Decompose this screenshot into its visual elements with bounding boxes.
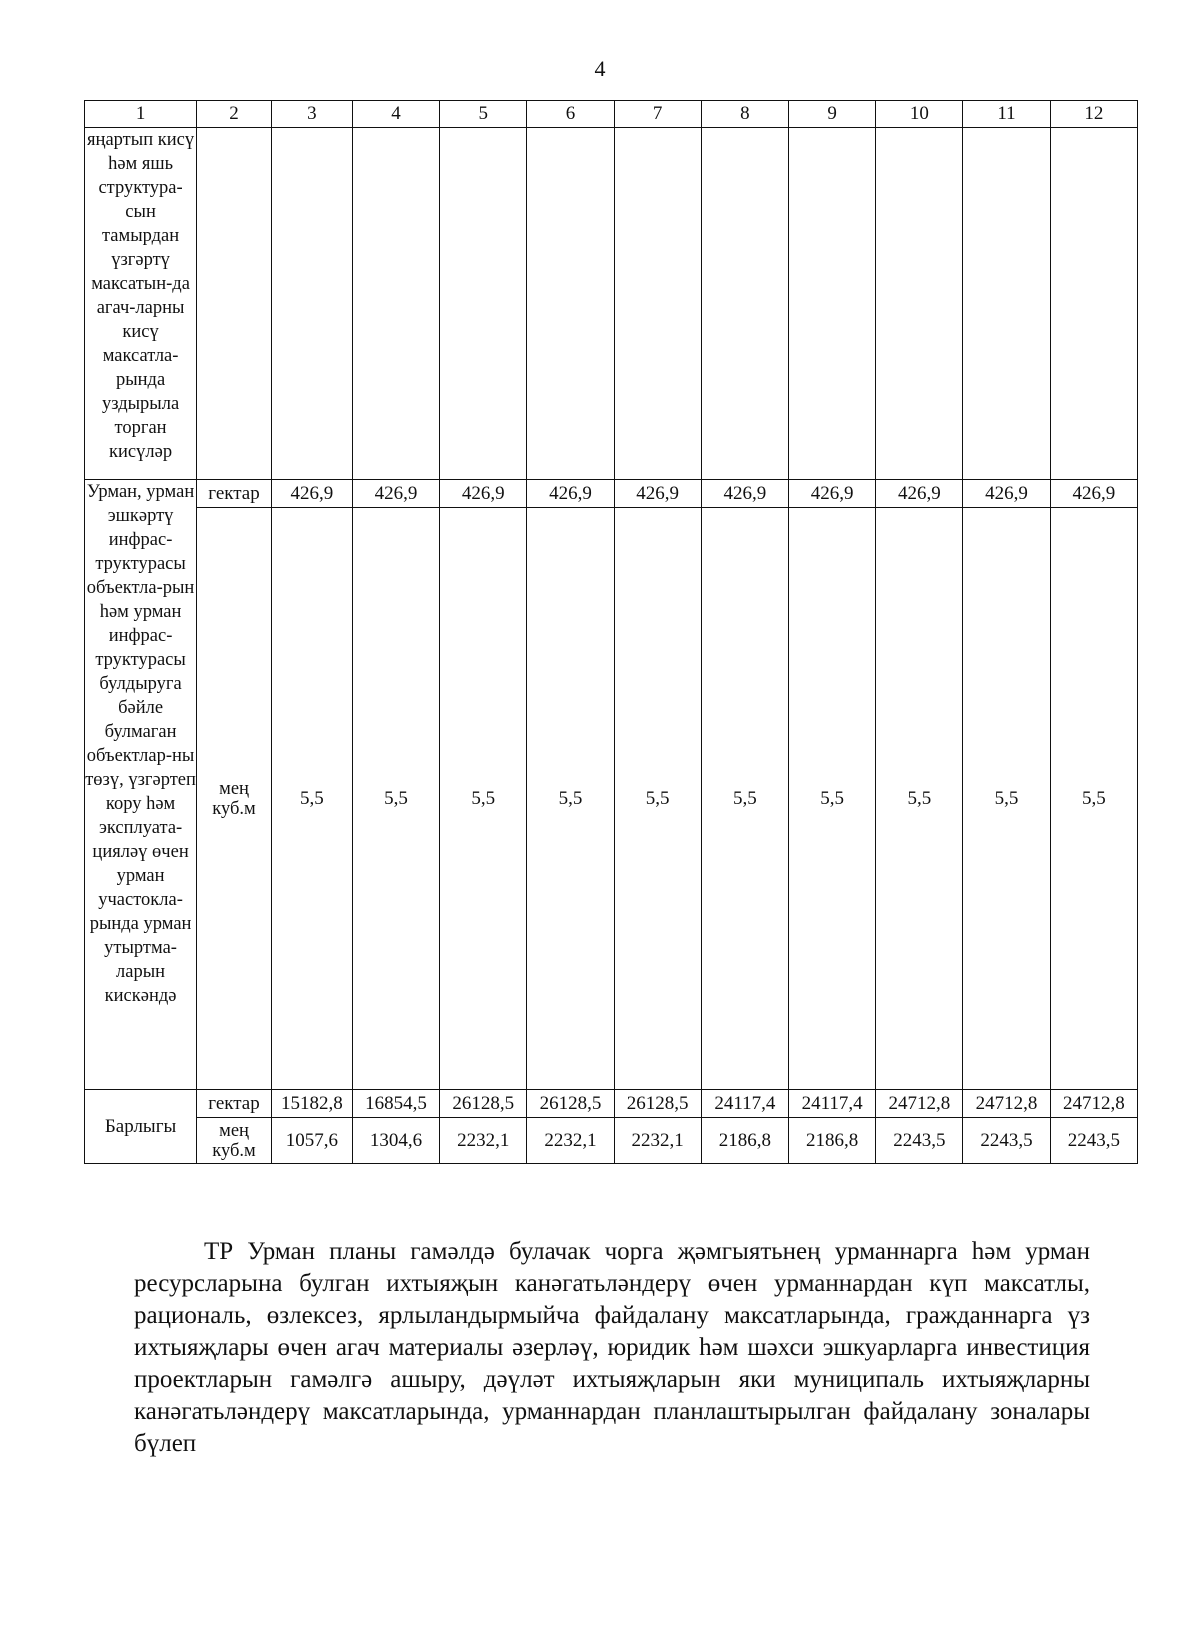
column-number: 8 bbox=[701, 101, 788, 128]
total-value-cell: 24712,8 bbox=[963, 1090, 1050, 1118]
total-value-cell: 26128,5 bbox=[440, 1090, 527, 1118]
value-cell: 426,9 bbox=[789, 480, 876, 508]
table-row bbox=[85, 480, 1138, 508]
column-number: 4 bbox=[352, 101, 439, 128]
total-value-cell: 15182,8 bbox=[271, 1090, 352, 1118]
value-cell: 426,9 bbox=[614, 480, 701, 508]
table-row bbox=[85, 1090, 1138, 1118]
value-cell: 5,5 bbox=[789, 508, 876, 1090]
column-number: 2 bbox=[197, 101, 272, 128]
total-value-cell: 2186,8 bbox=[701, 1118, 788, 1164]
column-number: 9 bbox=[789, 101, 876, 128]
total-label: Барлыгы bbox=[85, 1090, 197, 1164]
value-cell: 426,9 bbox=[963, 480, 1050, 508]
total-value-cell: 1057,6 bbox=[271, 1118, 352, 1164]
total-value-cell: 2232,1 bbox=[440, 1118, 527, 1164]
unit-cell: мең куб.м bbox=[197, 508, 272, 1090]
column-number: 6 bbox=[527, 101, 614, 128]
paragraph-text: ТР Урман планы гамәлдә булачак чорга җәмгыятьнең урманнарга һәм урман ресурсларына булган ихтыяҗын канәгатьләндерү өчен урманнардан күп максатлы, рациональ, өзлексез, ярлыландырмыйча файдалану максатларында, гражданнарга үз ихтыяҗлары өчен агач материалы әзерләү, юридик һәм шәхси эшкуарларга инвестиция проектларын гамәлгә ашыру, дәүләт ихтыяҗларын яки муниципаль ихтыяҗларны канәгатьләндерү максатларында, урманнардан планлаштырылган файдалану зоналары бүлеп bbox=[134, 1238, 1090, 1457]
total-value-cell: 24117,4 bbox=[701, 1090, 788, 1118]
value-cell: 426,9 bbox=[527, 480, 614, 508]
total-value-cell: 24712,8 bbox=[876, 1090, 963, 1118]
table-row bbox=[85, 128, 1138, 480]
value-cell: 426,9 bbox=[876, 480, 963, 508]
total-value-cell: 26128,5 bbox=[614, 1090, 701, 1118]
column-number: 7 bbox=[614, 101, 701, 128]
value-cell: 426,9 bbox=[352, 480, 439, 508]
row-label-continued: яңартып кисү һәм яшь структура-сын тамырдан үзгәртү максатын-да агач-ларны кисү максатла-рында уздырыла торган кисүләр bbox=[85, 128, 197, 480]
unit-cell: гектар bbox=[197, 480, 272, 508]
column-number: 10 bbox=[876, 101, 963, 128]
column-number: 3 bbox=[271, 101, 352, 128]
value-cell: 5,5 bbox=[701, 508, 788, 1090]
table-header-row bbox=[85, 101, 1138, 128]
row-label-forest-infrastructure: Урман, урман эшкәртү инфрас-труктурасы объектла-рын һәм урман инфрас-труктурасы булдыруга бәйле булмаган объектлар-ны төзү, үзгәртеп кору һәм эксплуата-цияләү өчен урман участокла-рында урман утыртма-ларын кискәндә bbox=[85, 480, 197, 1090]
value-cell: 5,5 bbox=[1050, 508, 1137, 1090]
total-value-cell: 2243,5 bbox=[876, 1118, 963, 1164]
value-cell: 426,9 bbox=[271, 480, 352, 508]
value-cell: 5,5 bbox=[527, 508, 614, 1090]
total-value-cell: 2243,5 bbox=[963, 1118, 1050, 1164]
value-cell: 5,5 bbox=[440, 508, 527, 1090]
table-row bbox=[85, 508, 1138, 1090]
unit-cell: мең куб.м bbox=[197, 1118, 272, 1164]
value-cell: 5,5 bbox=[614, 508, 701, 1090]
total-value-cell: 2186,8 bbox=[789, 1118, 876, 1164]
value-cell: 426,9 bbox=[440, 480, 527, 508]
unit-cell: гектар bbox=[197, 1090, 272, 1118]
total-value-cell: 1304,6 bbox=[352, 1118, 439, 1164]
value-cell: 5,5 bbox=[271, 508, 352, 1090]
table-row bbox=[85, 1118, 1138, 1164]
page-number: 4 bbox=[594, 56, 606, 81]
value-cell: 5,5 bbox=[352, 508, 439, 1090]
column-number: 1 bbox=[85, 101, 197, 128]
total-value-cell: 24117,4 bbox=[789, 1090, 876, 1118]
value-cell: 5,5 bbox=[876, 508, 963, 1090]
forest-use-table bbox=[84, 100, 1138, 1164]
body-paragraph bbox=[134, 1236, 1090, 1460]
total-value-cell: 26128,5 bbox=[527, 1090, 614, 1118]
total-value-cell: 24712,8 bbox=[1050, 1090, 1137, 1118]
total-value-cell: 2232,1 bbox=[614, 1118, 701, 1164]
value-cell: 5,5 bbox=[963, 508, 1050, 1090]
column-number: 5 bbox=[440, 101, 527, 128]
value-cell: 426,9 bbox=[1050, 480, 1137, 508]
total-value-cell: 2232,1 bbox=[527, 1118, 614, 1164]
total-value-cell: 16854,5 bbox=[352, 1090, 439, 1118]
column-number: 11 bbox=[963, 101, 1050, 128]
value-cell: 426,9 bbox=[701, 480, 788, 508]
total-value-cell: 2243,5 bbox=[1050, 1118, 1137, 1164]
column-number: 12 bbox=[1050, 101, 1137, 128]
